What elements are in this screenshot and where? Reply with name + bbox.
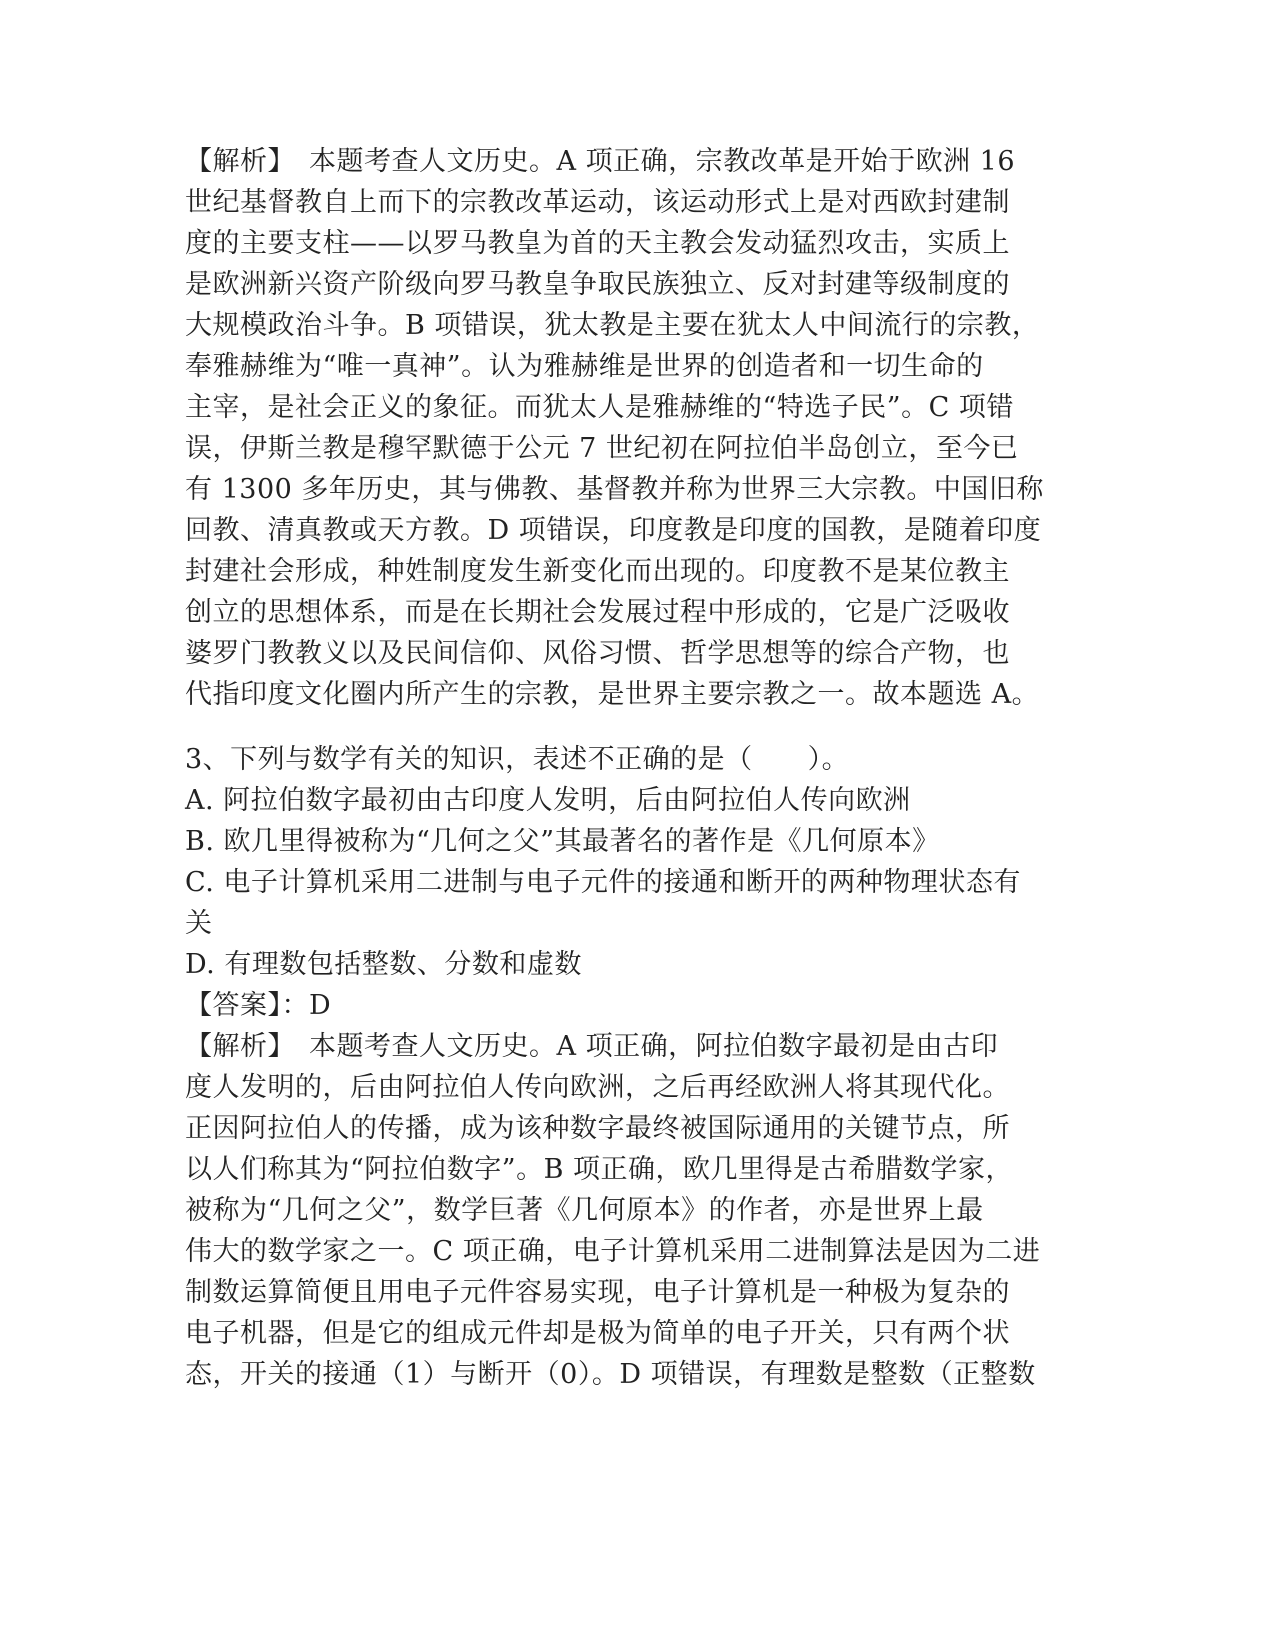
text-line: 正因阿拉伯人的传播，成为该种数字最终被国际通用的关键节点，所 [185, 1113, 1010, 1144]
text-line: 以人们称其为“阿拉伯数字”。B 项正确，欧几里得是古希腊数学家， [185, 1154, 1014, 1185]
option-a: A. 阿拉伯数字最初由古印度人发明，后由阿拉伯人传向欧洲 [185, 785, 911, 816]
text-line: 度的主要支柱——以罗马教皇为首的天主教会发动猛烈攻击，实质上 [185, 228, 1010, 259]
text-line: 创立的思想体系，而是在长期社会发展过程中形成的，它是广泛吸收 [185, 597, 1010, 628]
text-line: 【解析】 本题考查人文历史。A 项正确，阿拉伯数字最初是由古印 [185, 1031, 999, 1062]
option-b: B. 欧几里得被称为“几何之父”其最著名的著作是《几何原本》 [185, 826, 940, 857]
question-stem: 3、下列与数学有关的知识，表述不正确的是（ ）。 [185, 744, 850, 775]
text-line: 电子机器，但是它的组成元件却是极为简单的电子开关，只有两个状 [185, 1318, 1010, 1349]
text-line: 【解析】 本题考查人文历史。A 项正确，宗教改革是开始于欧洲 16 [185, 146, 1016, 177]
option-c-line2: 关 [185, 908, 213, 939]
text-line: 是欧洲新兴资产阶级向罗马教皇争取民族独立、反对封建等级制度的 [185, 269, 1010, 300]
text-line: 度人发明的，后由阿拉伯人传向欧洲，之后再经欧洲人将其现代化。 [185, 1072, 1010, 1103]
text-line: 世纪基督教自上而下的宗教改革运动，该运动形式上是对西欧封建制 [185, 187, 1010, 218]
text-line: 态，开关的接通（1）与断开（0）。D 项错误，有理数是整数（正整数 [185, 1359, 1036, 1390]
text-line: 回教、清真教或天方教。D 项错误，印度教是印度的国教，是随着印度 [185, 515, 1042, 546]
answer-line: 【答案】：D [185, 990, 332, 1021]
text-line: 封建社会形成，种姓制度发生新变化而出现的。印度教不是某位教主 [185, 556, 1010, 587]
text-line: 主宰，是社会正义的象征。而犹太人是雅赫维的“特选子民”。C 项错 [185, 392, 1014, 423]
text-line: 婆罗门教教义以及民间信仰、风俗习惯、哲学思想等的综合产物，也 [185, 638, 1010, 669]
text-line: 制数运算简便且用电子元件容易实现，电子计算机是一种极为复杂的 [185, 1277, 1010, 1308]
option-c-line1: C. 电子计算机采用二进制与电子元件的接通和断开的两种物理状态有 [185, 867, 1021, 898]
text-line: 大规模政治斗争。B 项错误，犹太教是主要在犹太人中间流行的宗教， [185, 310, 1040, 341]
text-line: 奉雅赫维为“唯一真神”。认为雅赫维是世界的创造者和一切生命的 [185, 351, 984, 382]
text-line: 误，伊斯兰教是穆罕默德于公元 7 世纪初在阿拉伯半岛创立，至今已 [185, 433, 1019, 464]
option-d: D. 有理数包括整数、分数和虚数 [185, 949, 582, 980]
text-line: 被称为“几何之父”，数学巨著《几何原本》的作者，亦是世界上最 [185, 1195, 984, 1226]
text-line: 伟大的数学家之一。C 项正确，电子计算机采用二进制算法是因为二进 [185, 1236, 1041, 1267]
text-line: 有 1300 多年历史，其与佛教、基督教并称为世界三大宗教。中国旧称 [185, 474, 1044, 505]
text-line: 代指印度文化圈内所产生的宗教，是世界主要宗教之一。故本题选 A。 [185, 679, 1040, 710]
